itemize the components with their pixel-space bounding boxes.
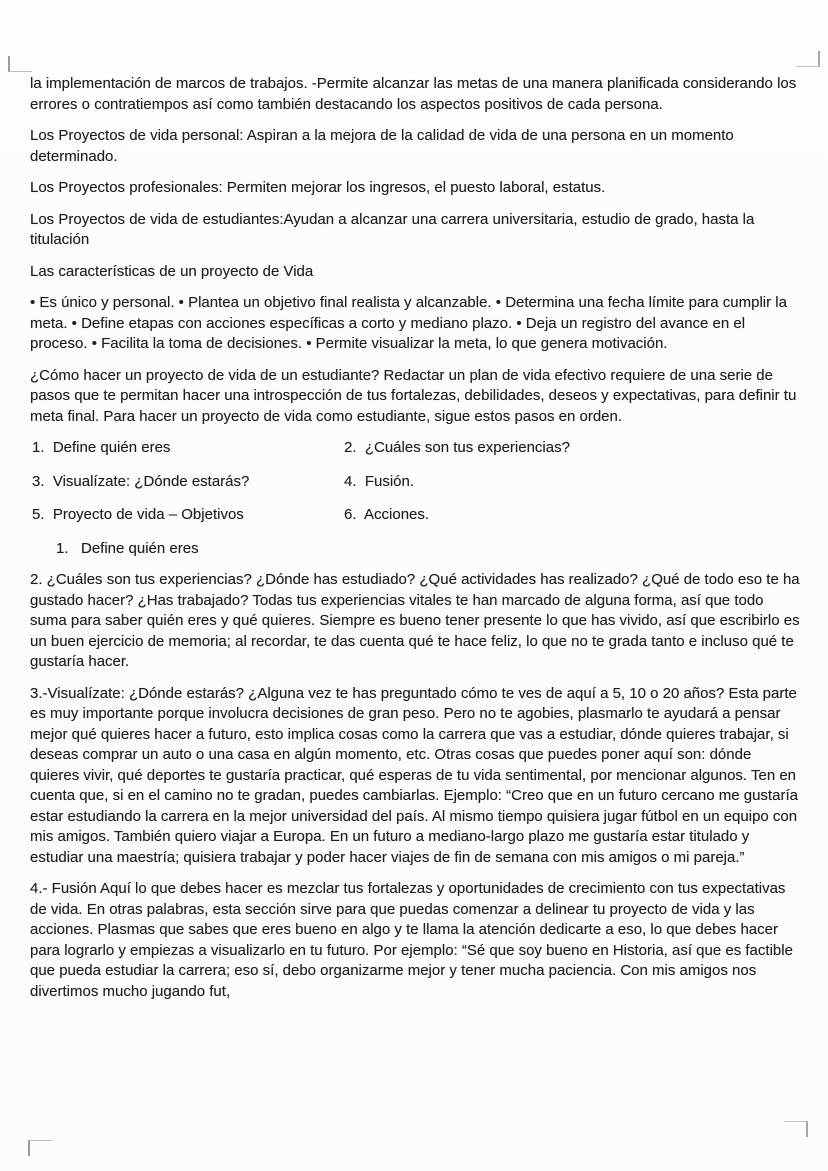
step-item-2: 2. ¿Cuáles son tus experiencias?	[344, 439, 570, 456]
scan-corner-mark-top-left	[8, 56, 32, 72]
scan-corner-mark-top-right	[796, 51, 820, 67]
step-item-4: 4. Fusión.	[344, 472, 415, 490]
paragraph-como-hacer: ¿Cómo hacer un proyecto de vida de un estudiante? Redactar un plan de vida efectivo requiere de una serie de pasos que te permitan hacer una introspección de tus fortalezas, debilidades, deseos y expectativas, para definir tu meta final. Para hacer un proyecto de vida como estudiante, sigue estos pasos en orden.	[30, 366, 797, 425]
paragraph-paso-4-fusion: 4.- Fusión Aquí lo que debes hacer es mezclar tus fortalezas y oportunidades de crecimiento con tus expectativas de vida. En otras palabras, esta sección sirve para que puedas comenzar a delinear tu proyecto de vida y las acciones. Plasmas que sabes que eres bueno en algo y te llama la atención dedicarte a eso, lo que debes hacer para lograrlo y empiezas a visualizarlo en tu futuro. Por ejemplo: “Sé que soy bueno en Historia, así que es factible que pueda estudiar la carrera; eso sí, debo organizarme mejor y tener mucha paciencia. Con mis amigos nos divertimos mucho jugando fut,	[30, 880, 793, 1000]
paragraph-proyectos-personales: Los Proyectos de vida personal: Aspiran a la mejora de la calidad de vida de una persona en un momento determinado.	[30, 127, 734, 165]
step-item-1: 1. Define quién eres	[32, 439, 171, 456]
step-row	[32, 472, 800, 493]
scan-corner-mark-bottom-right	[784, 1121, 808, 1137]
step-row	[32, 505, 800, 526]
paragraph-intro: la implementación de marcos de trabajos. -Permite alcanzar las metas de una manera planificada considerando los errores o contratiempos así como también destacando los aspectos positivos de cada persona.	[30, 75, 797, 113]
substep-define-quien-eres: 1. Define quién eres	[56, 539, 199, 557]
steps-list	[32, 438, 800, 526]
heading-caracteristicas: Las características de un proyecto de Vida	[30, 262, 314, 280]
paragraph-paso-2-experiencias: 2. ¿Cuáles son tus experiencias? ¿Dónde has estudiado? ¿Qué actividades has realizado? ¿Qué de todo eso te ha gustado hacer? ¿Has trabajado? Todas tus experiencias vitales te han marcado de alguna forma, así que todo suma para saber quién eres y qué quieres. Siempre es bueno tener presente lo que has vivido, así que escribirlo es un buen ejercicio de memoria; al recordar, te das cuenta qué te hace feliz, lo que no te grada tanto e incluso qué te gustaría hacer.	[30, 571, 800, 670]
step-item-6: 6. Acciones.	[344, 506, 430, 523]
paragraph-proyectos-estudiantes: Los Proyectos de vida de estudiantes:Ayudan a alcanzar una carrera universitaria, estudio de grado, hasta la titulación	[30, 210, 755, 248]
scan-corner-mark-bottom-left	[28, 1140, 52, 1156]
step-item-3: 3. Visualízate: ¿Dónde estarás?	[32, 472, 250, 490]
paragraph-proyectos-profesionales: Los Proyectos profesionales: Permiten mejorar los ingresos, el puesto laboral, estatus.	[30, 179, 606, 196]
paragraph-paso-3-visualizate: 3.-Visualízate: ¿Dónde estarás? ¿Alguna vez te has preguntado cómo te ves de aquí a 5, 10 o 20 años? Esta parte es muy importante porque involucra decisiones de gran peso. Pero no te agobies, plasmarlo te ayudará a pensar mejor qué quieres hacer a futuro, esto implica cosas como la carrera que vas a estudiar, dónde quieres trabajar, si deseas comprar un auto o una casa en algún momento, etc. Otras cosas que puedes poner aquí son: dónde quieres vivir, qué deportes te gustaría practicar, qué esperas de tu vida sentimental, por mencionar algunos. Ten en cuenta que, si en el camino no te gradan, puedes cambiarlas. Ejemplo: “Creo que en un futuro cercano me gustaría estar estudiando la carrera en la mejor universidad del país. Al mismo tiempo quisiera jugar fútbol en un equipo con mis amigos. También quiero viajar a Europa. En un futuro a mediano-largo plazo me gustaría estar titulado y estudiar una maestría; quisiera trabajar y poder hacer viajes de fin de semana con mis amigos o mi pareja.”	[30, 684, 798, 866]
step-row	[32, 438, 800, 459]
document-text	[30, 74, 800, 1013]
step-item-5: 5. Proyecto de vida – Objetivos	[32, 506, 244, 523]
paragraph-caracteristicas-lista: • Es único y personal. • Plantea un objetivo final realista y alcanzable. • Determina una fecha límite para cumplir la meta. • Define etapas con acciones específicas a corto y mediano plazo. • Deja un registro del avance en el proceso. • Facilita la toma de decisiones. • Permite visualizar la meta, lo que genera motivación.	[30, 294, 787, 352]
